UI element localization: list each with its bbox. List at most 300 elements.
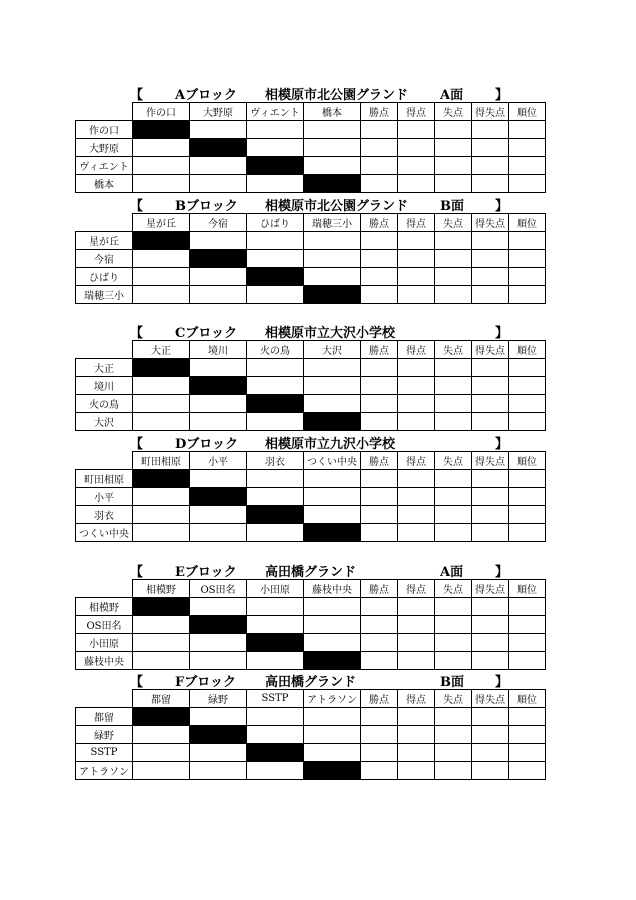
result-cell bbox=[247, 470, 304, 488]
stat-header: 得点 bbox=[398, 214, 435, 232]
stat-cell bbox=[472, 413, 509, 431]
title-label: Cブロック bbox=[175, 326, 238, 341]
stat-cell bbox=[509, 413, 546, 431]
table-row bbox=[76, 359, 546, 377]
stat-cell bbox=[472, 395, 509, 413]
row-team-name: 羽衣 bbox=[76, 506, 133, 524]
stat-cell bbox=[509, 157, 546, 175]
stat-cell bbox=[398, 286, 435, 304]
stat-header: 失点 bbox=[435, 690, 472, 708]
stat-cell bbox=[472, 506, 509, 524]
stat-cell bbox=[435, 377, 472, 395]
result-cell bbox=[190, 175, 247, 193]
stat-cell bbox=[398, 634, 435, 652]
title-close: 】 bbox=[495, 675, 509, 690]
stat-cell bbox=[398, 139, 435, 157]
stat-cell bbox=[361, 175, 398, 193]
title-field: B面 bbox=[440, 675, 464, 690]
stat-cell bbox=[361, 395, 398, 413]
corner-cell bbox=[76, 103, 133, 121]
stat-cell bbox=[398, 413, 435, 431]
row-team-name: 町田相原 bbox=[76, 470, 133, 488]
self-match-cell bbox=[304, 175, 361, 193]
row-team-name: 大正 bbox=[76, 359, 133, 377]
stat-header: 順位 bbox=[509, 214, 546, 232]
result-cell bbox=[133, 250, 190, 268]
stat-cell bbox=[398, 488, 435, 506]
stat-cell bbox=[472, 634, 509, 652]
stat-cell bbox=[435, 232, 472, 250]
stat-header: 得失点 bbox=[472, 690, 509, 708]
result-cell bbox=[304, 157, 361, 175]
self-match-cell bbox=[247, 744, 304, 762]
row-team-name: アトラソン bbox=[76, 762, 133, 780]
stat-cell bbox=[472, 470, 509, 488]
table-row bbox=[76, 286, 546, 304]
result-cell bbox=[304, 377, 361, 395]
stat-cell bbox=[361, 470, 398, 488]
result-cell bbox=[190, 470, 247, 488]
title-open: 【 bbox=[130, 565, 144, 580]
result-cell bbox=[304, 634, 361, 652]
team-header: 星が丘 bbox=[133, 214, 190, 232]
row-team-name: ヴィエント bbox=[76, 157, 133, 175]
result-cell bbox=[247, 121, 304, 139]
stat-cell bbox=[361, 286, 398, 304]
team-header: 火の鳥 bbox=[247, 341, 304, 359]
table-row bbox=[76, 598, 546, 616]
row-team-name: SSTP bbox=[76, 744, 133, 762]
self-match-cell bbox=[304, 413, 361, 431]
stat-cell bbox=[509, 488, 546, 506]
table-row bbox=[76, 139, 546, 157]
result-cell bbox=[247, 616, 304, 634]
result-cell bbox=[190, 634, 247, 652]
stat-cell bbox=[509, 121, 546, 139]
stat-cell bbox=[472, 175, 509, 193]
header-row bbox=[76, 341, 546, 359]
title-label: Fブロック bbox=[175, 675, 236, 690]
team-header: つくい中央 bbox=[304, 452, 361, 470]
stat-cell bbox=[509, 598, 546, 616]
title-label: Aブロック bbox=[175, 88, 237, 103]
table-row bbox=[76, 634, 546, 652]
stat-cell bbox=[361, 762, 398, 780]
league-table bbox=[75, 213, 546, 304]
team-header: 町田相原 bbox=[133, 452, 190, 470]
stat-cell bbox=[472, 359, 509, 377]
result-cell bbox=[190, 762, 247, 780]
stat-cell bbox=[398, 652, 435, 670]
table-row bbox=[76, 232, 546, 250]
stat-header: 順位 bbox=[509, 341, 546, 359]
result-cell bbox=[247, 377, 304, 395]
row-team-name: 境川 bbox=[76, 377, 133, 395]
stat-cell bbox=[472, 268, 509, 286]
self-match-cell bbox=[304, 652, 361, 670]
stat-cell bbox=[509, 744, 546, 762]
self-match-cell bbox=[247, 157, 304, 175]
title-open: 【 bbox=[130, 326, 144, 341]
result-cell bbox=[304, 616, 361, 634]
stat-cell bbox=[472, 121, 509, 139]
stat-cell bbox=[361, 744, 398, 762]
stat-cell bbox=[435, 121, 472, 139]
result-cell bbox=[190, 524, 247, 542]
stat-cell bbox=[509, 139, 546, 157]
team-header: 橋本 bbox=[304, 103, 361, 121]
self-match-cell bbox=[247, 634, 304, 652]
stat-cell bbox=[472, 286, 509, 304]
team-header: ひばり bbox=[247, 214, 304, 232]
table-row bbox=[76, 616, 546, 634]
stat-cell bbox=[398, 616, 435, 634]
stat-cell bbox=[472, 652, 509, 670]
result-cell bbox=[133, 377, 190, 395]
block-f bbox=[75, 671, 550, 781]
title-open: 【 bbox=[130, 675, 144, 690]
stat-cell bbox=[435, 598, 472, 616]
result-cell bbox=[304, 744, 361, 762]
team-header: 今宿 bbox=[190, 214, 247, 232]
stat-cell bbox=[361, 634, 398, 652]
stat-cell bbox=[398, 121, 435, 139]
stat-cell bbox=[398, 744, 435, 762]
self-match-cell bbox=[304, 286, 361, 304]
stat-cell bbox=[361, 652, 398, 670]
row-team-name: 今宿 bbox=[76, 250, 133, 268]
league-table bbox=[75, 579, 546, 670]
stat-cell bbox=[509, 708, 546, 726]
stat-cell bbox=[361, 524, 398, 542]
stat-cell bbox=[509, 524, 546, 542]
stat-cell bbox=[435, 762, 472, 780]
header-row bbox=[76, 452, 546, 470]
table-row bbox=[76, 250, 546, 268]
header-row bbox=[76, 103, 546, 121]
title-venue: 相模原市立九沢小学校 bbox=[265, 437, 396, 452]
table-row bbox=[76, 121, 546, 139]
result-cell bbox=[133, 652, 190, 670]
title-venue: 高田橋グランド bbox=[265, 565, 357, 580]
stat-header: 順位 bbox=[509, 580, 546, 598]
stat-cell bbox=[398, 157, 435, 175]
stat-cell bbox=[398, 726, 435, 744]
team-header: 大沢 bbox=[304, 341, 361, 359]
stat-cell bbox=[509, 634, 546, 652]
result-cell bbox=[304, 139, 361, 157]
result-cell bbox=[190, 413, 247, 431]
stat-cell bbox=[472, 708, 509, 726]
result-cell bbox=[304, 708, 361, 726]
block-e bbox=[75, 561, 550, 671]
stat-header: 得点 bbox=[398, 103, 435, 121]
title-close: 】 bbox=[495, 326, 509, 341]
team-header: 緑野 bbox=[190, 690, 247, 708]
stat-header: 得失点 bbox=[472, 452, 509, 470]
table-row bbox=[76, 506, 546, 524]
self-match-cell bbox=[133, 598, 190, 616]
result-cell bbox=[190, 286, 247, 304]
stat-cell bbox=[472, 744, 509, 762]
stat-header: 勝点 bbox=[361, 214, 398, 232]
row-team-name: 都留 bbox=[76, 708, 133, 726]
stat-cell bbox=[435, 268, 472, 286]
self-match-cell bbox=[190, 488, 247, 506]
team-header: 大正 bbox=[133, 341, 190, 359]
stat-cell bbox=[509, 616, 546, 634]
self-match-cell bbox=[190, 616, 247, 634]
table-row bbox=[76, 488, 546, 506]
stat-cell bbox=[472, 377, 509, 395]
stat-cell bbox=[398, 598, 435, 616]
stat-cell bbox=[361, 232, 398, 250]
title-close: 】 bbox=[495, 88, 509, 103]
result-cell bbox=[247, 652, 304, 670]
stat-cell bbox=[435, 139, 472, 157]
result-cell bbox=[247, 762, 304, 780]
league-table bbox=[75, 102, 546, 193]
result-cell bbox=[133, 762, 190, 780]
table-row bbox=[76, 726, 546, 744]
title-open: 【 bbox=[130, 88, 144, 103]
row-team-name: OS田名 bbox=[76, 616, 133, 634]
title-label: Bブロック bbox=[175, 199, 238, 214]
stat-cell bbox=[509, 359, 546, 377]
result-cell bbox=[133, 268, 190, 286]
corner-cell bbox=[76, 341, 133, 359]
result-cell bbox=[247, 286, 304, 304]
result-cell bbox=[247, 708, 304, 726]
stat-cell bbox=[361, 506, 398, 524]
team-header: 境川 bbox=[190, 341, 247, 359]
self-match-cell bbox=[190, 726, 247, 744]
title-field: A面 bbox=[440, 88, 464, 103]
stat-cell bbox=[361, 616, 398, 634]
stat-cell bbox=[361, 139, 398, 157]
row-team-name: 小田原 bbox=[76, 634, 133, 652]
title-field: A面 bbox=[440, 565, 464, 580]
result-cell bbox=[190, 598, 247, 616]
stat-cell bbox=[398, 377, 435, 395]
stat-cell bbox=[509, 395, 546, 413]
self-match-cell bbox=[190, 377, 247, 395]
block-title bbox=[75, 195, 550, 213]
table-row bbox=[76, 395, 546, 413]
table-row bbox=[76, 524, 546, 542]
stat-header: 得点 bbox=[398, 452, 435, 470]
stat-cell bbox=[435, 506, 472, 524]
block-title bbox=[75, 84, 550, 102]
stat-header: 失点 bbox=[435, 341, 472, 359]
stat-cell bbox=[435, 616, 472, 634]
stat-header: 得点 bbox=[398, 690, 435, 708]
row-team-name: 星が丘 bbox=[76, 232, 133, 250]
stat-cell bbox=[509, 652, 546, 670]
self-match-cell bbox=[133, 470, 190, 488]
title-venue: 相模原市北公園グランド bbox=[265, 88, 409, 103]
title-open: 【 bbox=[130, 199, 144, 214]
stat-header: 得失点 bbox=[472, 580, 509, 598]
result-cell bbox=[190, 652, 247, 670]
block-title bbox=[75, 322, 550, 340]
team-header: 作の口 bbox=[133, 103, 190, 121]
result-cell bbox=[133, 157, 190, 175]
stat-cell bbox=[472, 250, 509, 268]
self-match-cell bbox=[247, 506, 304, 524]
stat-header: 勝点 bbox=[361, 452, 398, 470]
title-close: 】 bbox=[495, 565, 509, 580]
result-cell bbox=[133, 616, 190, 634]
stat-cell bbox=[435, 413, 472, 431]
self-match-cell bbox=[133, 359, 190, 377]
title-venue: 相模原市北公園グランド bbox=[265, 199, 409, 214]
stat-cell bbox=[472, 726, 509, 744]
row-team-name: 大沢 bbox=[76, 413, 133, 431]
stat-header: 失点 bbox=[435, 452, 472, 470]
result-cell bbox=[247, 359, 304, 377]
corner-cell bbox=[76, 690, 133, 708]
result-cell bbox=[304, 121, 361, 139]
team-header: 藤枝中央 bbox=[304, 580, 361, 598]
result-cell bbox=[247, 232, 304, 250]
block-b bbox=[75, 195, 550, 305]
stat-cell bbox=[472, 157, 509, 175]
result-cell bbox=[247, 175, 304, 193]
table-row bbox=[76, 708, 546, 726]
team-header: 相模野 bbox=[133, 580, 190, 598]
stat-cell bbox=[398, 524, 435, 542]
stat-cell bbox=[435, 652, 472, 670]
self-match-cell bbox=[304, 524, 361, 542]
title-open: 【 bbox=[130, 437, 144, 452]
result-cell bbox=[133, 634, 190, 652]
block-d bbox=[75, 433, 550, 543]
stat-header: 得点 bbox=[398, 341, 435, 359]
stat-cell bbox=[361, 359, 398, 377]
stat-header: 勝点 bbox=[361, 580, 398, 598]
result-cell bbox=[304, 470, 361, 488]
result-cell bbox=[133, 395, 190, 413]
league-table bbox=[75, 340, 546, 431]
block-a bbox=[75, 84, 550, 194]
stat-cell bbox=[398, 470, 435, 488]
self-match-cell bbox=[304, 762, 361, 780]
result-cell bbox=[133, 524, 190, 542]
stat-header: 順位 bbox=[509, 452, 546, 470]
stat-cell bbox=[435, 524, 472, 542]
stat-header: 得失点 bbox=[472, 214, 509, 232]
stat-header: 得失点 bbox=[472, 341, 509, 359]
stat-header: 失点 bbox=[435, 103, 472, 121]
stat-cell bbox=[435, 250, 472, 268]
stat-cell bbox=[472, 232, 509, 250]
stat-cell bbox=[472, 524, 509, 542]
stat-header: 順位 bbox=[509, 690, 546, 708]
stat-cell bbox=[509, 726, 546, 744]
self-match-cell bbox=[247, 395, 304, 413]
title-label: Eブロック bbox=[175, 565, 237, 580]
stat-cell bbox=[435, 359, 472, 377]
team-header: SSTP bbox=[247, 690, 304, 708]
stat-cell bbox=[472, 139, 509, 157]
stat-cell bbox=[361, 488, 398, 506]
result-cell bbox=[304, 250, 361, 268]
result-cell bbox=[247, 598, 304, 616]
result-cell bbox=[133, 506, 190, 524]
title-label: Dブロック bbox=[175, 437, 239, 452]
stat-cell bbox=[509, 286, 546, 304]
stat-header: 失点 bbox=[435, 214, 472, 232]
stat-cell bbox=[435, 470, 472, 488]
table-row bbox=[76, 377, 546, 395]
result-cell bbox=[304, 506, 361, 524]
self-match-cell bbox=[133, 232, 190, 250]
block-c bbox=[75, 322, 550, 432]
stat-cell bbox=[398, 359, 435, 377]
stat-cell bbox=[472, 598, 509, 616]
self-match-cell bbox=[190, 139, 247, 157]
result-cell bbox=[304, 598, 361, 616]
result-cell bbox=[133, 175, 190, 193]
stat-cell bbox=[509, 175, 546, 193]
row-team-name: 火の鳥 bbox=[76, 395, 133, 413]
row-team-name: 大野原 bbox=[76, 139, 133, 157]
title-venue: 高田橋グランド bbox=[265, 675, 357, 690]
stat-cell bbox=[361, 377, 398, 395]
table-row bbox=[76, 157, 546, 175]
row-team-name: 藤枝中央 bbox=[76, 652, 133, 670]
result-cell bbox=[133, 286, 190, 304]
result-cell bbox=[247, 488, 304, 506]
stat-cell bbox=[361, 121, 398, 139]
team-header: 瑞穂三小 bbox=[304, 214, 361, 232]
result-cell bbox=[133, 744, 190, 762]
stat-cell bbox=[398, 232, 435, 250]
stat-header: 得失点 bbox=[472, 103, 509, 121]
stat-cell bbox=[398, 175, 435, 193]
table-row bbox=[76, 175, 546, 193]
stat-cell bbox=[398, 395, 435, 413]
result-cell bbox=[304, 395, 361, 413]
result-cell bbox=[190, 232, 247, 250]
result-cell bbox=[190, 268, 247, 286]
team-header: 都留 bbox=[133, 690, 190, 708]
row-team-name: 小平 bbox=[76, 488, 133, 506]
corner-cell bbox=[76, 214, 133, 232]
team-header: 小平 bbox=[190, 452, 247, 470]
result-cell bbox=[190, 506, 247, 524]
stat-cell bbox=[435, 708, 472, 726]
stat-cell bbox=[509, 250, 546, 268]
stat-cell bbox=[509, 377, 546, 395]
self-match-cell bbox=[190, 250, 247, 268]
title-field: B面 bbox=[440, 199, 464, 214]
stat-cell bbox=[509, 232, 546, 250]
table-row bbox=[76, 268, 546, 286]
title-close: 】 bbox=[495, 437, 509, 452]
table-row bbox=[76, 413, 546, 431]
stat-header: 勝点 bbox=[361, 341, 398, 359]
block-title bbox=[75, 433, 550, 451]
team-header: 小田原 bbox=[247, 580, 304, 598]
stat-cell bbox=[398, 506, 435, 524]
result-cell bbox=[133, 726, 190, 744]
result-cell bbox=[247, 524, 304, 542]
stat-cell bbox=[361, 598, 398, 616]
table-row bbox=[76, 652, 546, 670]
team-header: OS田名 bbox=[190, 580, 247, 598]
